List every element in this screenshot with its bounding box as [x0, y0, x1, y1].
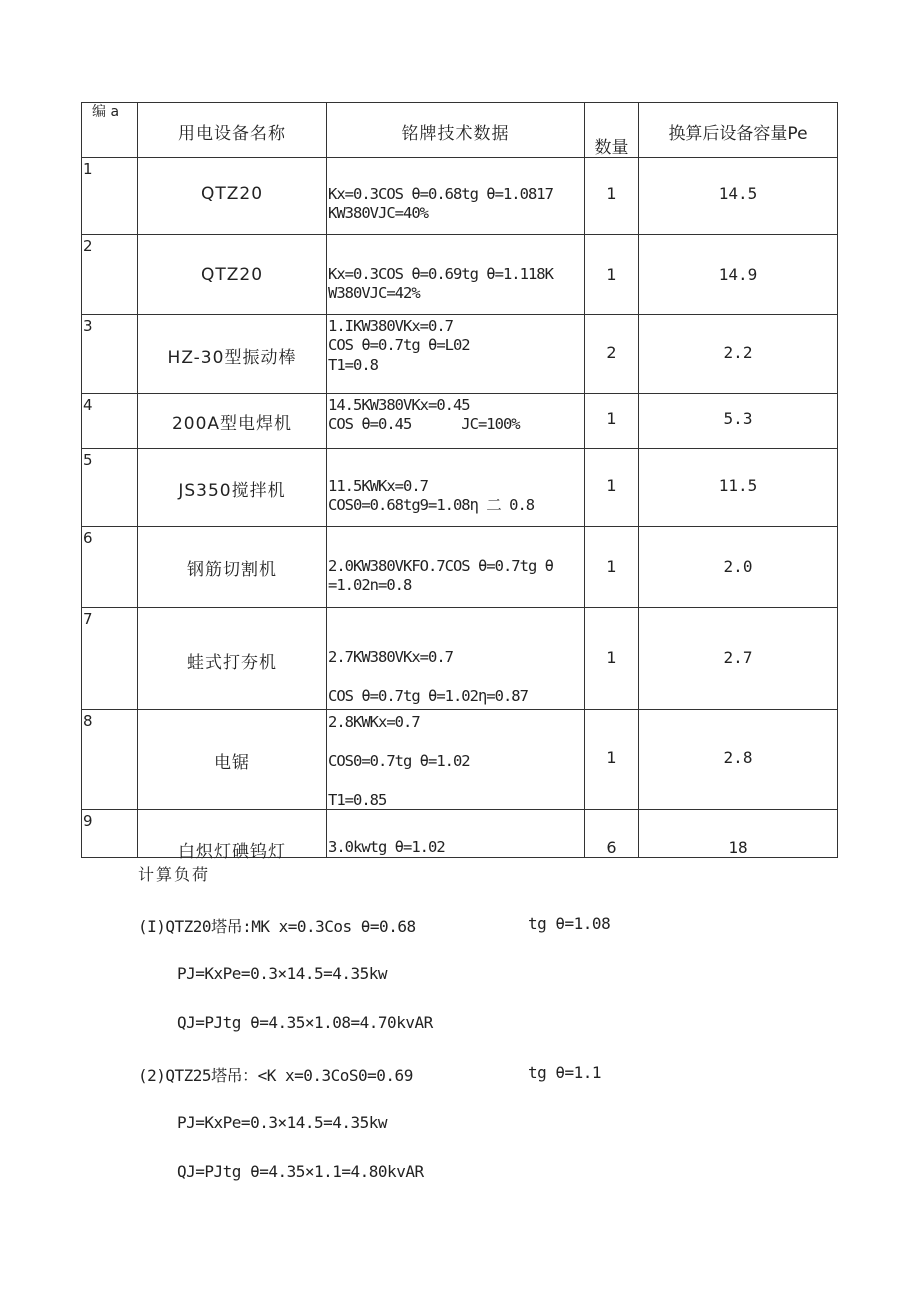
capacity-pe: 5.3	[723, 409, 753, 428]
header-qty-label: 数量	[594, 138, 629, 158]
row-number-cell	[82, 394, 138, 449]
equipment-table	[81, 102, 838, 862]
calc-line-1b: tg θ=1.08	[528, 914, 611, 933]
capacity-pe-cell	[639, 608, 838, 710]
calc-title: 计算负荷	[138, 865, 211, 884]
device-name-cell	[138, 449, 327, 527]
table-row	[82, 315, 838, 394]
device-name-cell	[138, 394, 327, 449]
device-name-cell	[138, 315, 327, 394]
quantity: 1	[606, 184, 617, 203]
quantity-cell	[585, 810, 639, 858]
capacity-pe-cell	[639, 710, 838, 810]
header-index	[82, 103, 138, 158]
header-qty	[585, 103, 639, 158]
device-name: 200A型电焊机	[171, 414, 293, 434]
device-name-cell	[138, 608, 327, 710]
quantity-cell	[585, 527, 639, 608]
capacity-pe: 18	[728, 838, 748, 857]
nameplate-data: 2.0KW380VKFO.7COS θ=0.7tg θ =1.02n=0.8	[328, 557, 553, 595]
capacity-pe-cell	[639, 394, 838, 449]
capacity-pe: 2.8	[723, 748, 753, 767]
capacity-pe-cell	[639, 449, 838, 527]
device-name: 白炽灯碘钨灯	[178, 842, 286, 862]
row-number-cell	[82, 710, 138, 810]
table-row	[82, 394, 838, 449]
capacity-pe-cell	[639, 315, 838, 394]
table-row	[82, 527, 838, 608]
table-row	[82, 608, 838, 710]
row-number: 8	[83, 712, 93, 730]
nameplate-data: 2.7KW380VKx=0.7 COS θ=0.7tg θ=1.02η=0.87	[328, 648, 528, 705]
nameplate-data-cell	[327, 810, 585, 858]
calc-line-3: QJ=PJtg θ=4.35×1.08=4.70kvAR	[177, 1013, 433, 1032]
nameplate-data: 11.5KWKx=0.7 COS0=0.68tg9=1.08η 二 0.8	[328, 477, 535, 515]
row-number-cell	[82, 235, 138, 315]
row-number: 5	[83, 451, 93, 469]
table-row	[82, 810, 838, 858]
capacity-pe-cell	[639, 527, 838, 608]
nameplate-data: 1.IKW380VKx=0.7 COS θ=0.7tg θ=L02 T1=0.8	[328, 317, 470, 374]
header-data	[327, 103, 585, 158]
nameplate-data: 14.5KW380VKx=0.45 COS θ=0.45 JC=100%	[328, 396, 520, 434]
row-number: 3	[83, 317, 93, 335]
nameplate-data-cell	[327, 527, 585, 608]
quantity-cell	[585, 710, 639, 810]
nameplate-data-cell	[327, 235, 585, 315]
header-data-label: 铭牌技术数据	[401, 124, 510, 144]
nameplate-data-cell	[327, 449, 585, 527]
header-pe	[639, 103, 838, 158]
row-number: 4	[83, 396, 93, 414]
quantity-cell	[585, 449, 639, 527]
device-name-cell	[138, 158, 327, 235]
row-number: 1	[83, 160, 93, 178]
quantity-cell	[585, 158, 639, 235]
table-row	[82, 710, 838, 810]
capacity-pe: 14.5	[718, 184, 758, 203]
quantity: 6	[606, 838, 617, 857]
quantity-cell	[585, 608, 639, 710]
capacity-pe: 2.0	[723, 557, 753, 576]
quantity: 1	[606, 648, 617, 667]
header-index-label: 编 a	[92, 104, 120, 120]
nameplate-data-cell	[327, 394, 585, 449]
row-number: 2	[83, 237, 93, 255]
row-number: 9	[83, 812, 93, 830]
calc-line-2: PJ=KxPe=0.3×14.5=4.35kw	[177, 964, 388, 983]
row-number: 7	[83, 610, 93, 628]
nameplate-data: 2.8KWKx=0.7 COS0=0.7tg θ=1.02 T1=0.85	[328, 713, 470, 809]
device-name-cell	[138, 810, 327, 862]
quantity: 1	[606, 748, 617, 767]
quantity: 2	[606, 343, 617, 362]
quantity-cell	[585, 235, 639, 315]
calc-line-4a: (2)QTZ25塔吊：<K x=0.3CoS0=0.69	[138, 1066, 413, 1085]
row-number-cell	[82, 527, 138, 608]
calc-line-6: QJ=PJtg θ=4.35×1.1=4.80kvAR	[177, 1162, 424, 1181]
device-name-cell	[138, 235, 327, 315]
capacity-pe: 11.5	[718, 476, 758, 495]
nameplate-data: Kx=0.3COS θ=0.69tg θ=1.118K W380VJC=42%	[328, 265, 553, 303]
table-header-row	[82, 103, 838, 158]
quantity: 1	[606, 476, 617, 495]
row-number-cell	[82, 608, 138, 710]
capacity-pe-cell	[639, 810, 838, 858]
calc-line-1a: (I)QTZ20塔吊:MK x=0.3Cos θ=0.68	[138, 917, 416, 936]
quantity: 1	[606, 265, 617, 284]
nameplate-data: 3.0kwtg θ=1.02	[328, 838, 445, 856]
quantity: 1	[606, 409, 617, 428]
calc-line-4b: tg θ=1.1	[528, 1063, 602, 1082]
device-name: 钢筋切割机	[187, 560, 277, 580]
header-name	[138, 103, 327, 158]
header-pe-label: 换算后设备容量Pe	[668, 124, 808, 144]
capacity-pe-cell	[639, 158, 838, 235]
nameplate-data-cell	[327, 315, 585, 394]
nameplate-data-cell	[327, 710, 585, 810]
row-number-cell	[82, 158, 138, 235]
calc-line-5: PJ=KxPe=0.3×14.5=4.35kw	[177, 1113, 388, 1132]
quantity-cell	[585, 315, 639, 394]
device-name: 电锯	[214, 753, 250, 773]
row-number-cell	[82, 449, 138, 527]
device-name: 蛙式打夯机	[187, 653, 277, 673]
device-name: JS350搅拌机	[178, 481, 286, 501]
device-name-cell	[138, 527, 327, 608]
nameplate-data: Kx=0.3COS θ=0.68tg θ=1.0817 KW380VJC=40%	[328, 185, 553, 223]
capacity-pe: 2.2	[723, 343, 753, 362]
capacity-pe: 14.9	[718, 265, 758, 284]
nameplate-data-cell	[327, 158, 585, 235]
device-name: QTZ20	[200, 265, 264, 285]
quantity: 1	[606, 557, 617, 576]
row-number-cell	[82, 810, 138, 858]
row-number: 6	[83, 529, 93, 547]
nameplate-data-cell	[327, 608, 585, 710]
device-name: QTZ20	[200, 184, 264, 204]
device-name: HZ-30型振动棒	[167, 348, 297, 368]
table-row	[82, 158, 838, 235]
row-number-cell	[82, 315, 138, 394]
device-name-cell	[138, 710, 327, 810]
header-name-label: 用电设备名称	[178, 124, 286, 144]
capacity-pe: 2.7	[723, 648, 753, 667]
table-row	[82, 235, 838, 315]
table-row	[82, 449, 838, 527]
capacity-pe-cell	[639, 235, 838, 315]
quantity-cell	[585, 394, 639, 449]
